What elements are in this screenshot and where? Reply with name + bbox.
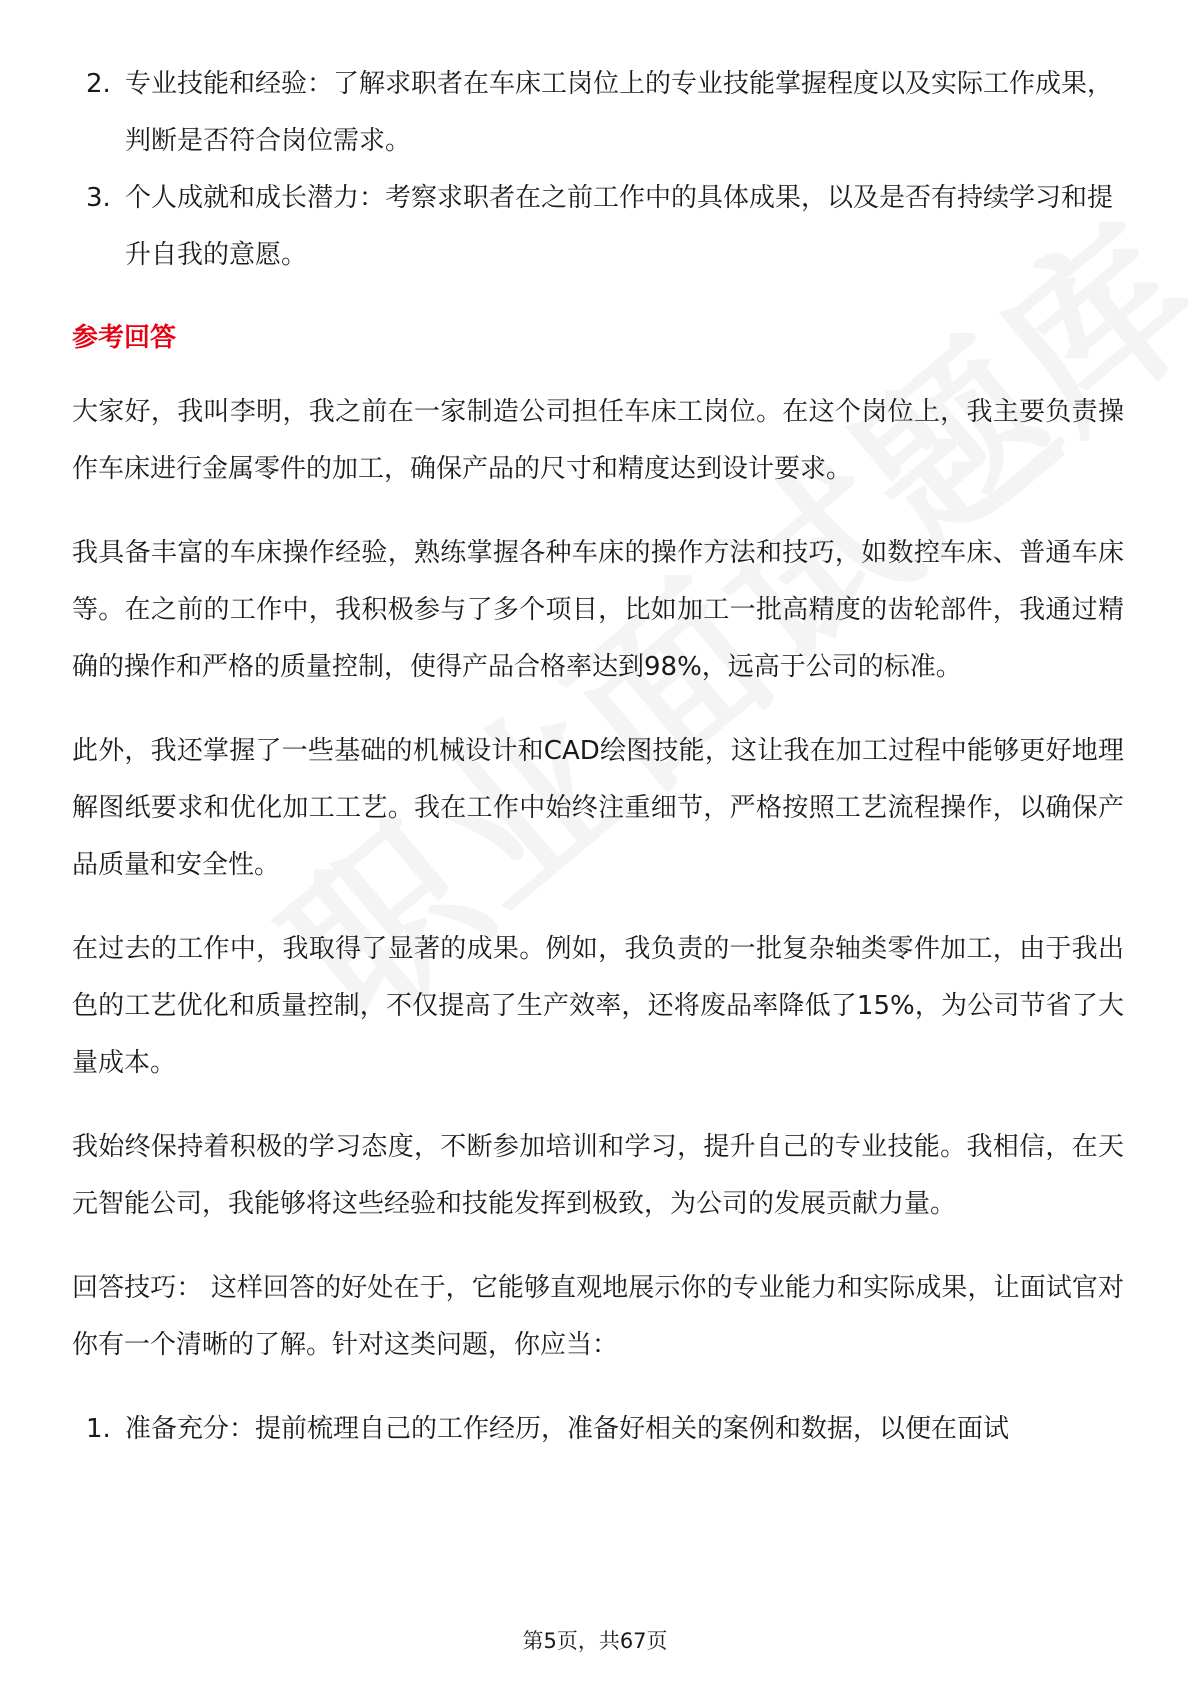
list-number: 2. — [86, 69, 111, 99]
answer-paragraph: 在过去的工作中，我取得了显著的成果。例如，我负责的一批复杂轴类零件加工，由于我出色的工艺优化和质量控制，不仅提高了生产效率，还将废品率降低了15%，为公司节省了大量成本。 — [72, 934, 1124, 1078]
answer-paragraph: 大家好，我叫李明，我之前在一家制造公司担任车床工岗位。在这个岗位上，我主要负责操作车床进行金属零件的加工，确保产品的尺寸和精度达到设计要求。 — [72, 397, 1124, 484]
list-number: 1. — [86, 1414, 111, 1444]
tips-paragraph: 回答技巧： 这样回答的好处在于，它能够直观地展示你的专业能力和实际成果，让面试官对你有一个清晰的了解。针对这类问题，你应当： — [72, 1273, 1124, 1360]
tips-list — [72, 1401, 1124, 1458]
list-text: 专业技能和经验：了解求职者在车床工岗位上的专业技能掌握程度以及实际工作成果，判断是否符合岗位需求。 — [125, 69, 1114, 156]
page-content — [72, 56, 1124, 1458]
criteria-list — [72, 56, 1124, 284]
list-item — [72, 1401, 1124, 1458]
answer-paragraph: 我具备丰富的车床操作经验，熟练掌握各种车床的操作方法和技巧，如数控车床、普通车床等。在之前的工作中，我积极参与了多个项目，比如加工一批高精度的齿轮部件，我通过精确的操作和严格的质量控制，使得产品合格率达到98%，远高于公司的标准。 — [72, 538, 1124, 682]
page-footer: 第5页，共67页 — [522, 1629, 668, 1653]
list-item — [72, 56, 1124, 170]
answer-paragraph: 我始终保持着积极的学习态度，不断参加培训和学习，提升自己的专业技能。我相信，在天元智能公司，我能够将这些经验和技能发挥到极致，为公司的发展贡献力量。 — [72, 1132, 1124, 1219]
list-text: 个人成就和成长潜力：考察求职者在之前工作中的具体成果，以及是否有持续学习和提升自我的意愿。 — [125, 183, 1114, 270]
list-item — [72, 170, 1124, 284]
list-text: 准备充分：提前梳理自己的工作经历，准备好相关的案例和数据，以便在面试 — [125, 1414, 1010, 1444]
answer-paragraph: 此外，我还掌握了一些基础的机械设计和CAD绘图技能，这让我在加工过程中能够更好地理解图纸要求和优化加工工艺。我在工作中始终注重细节，严格按照工艺流程操作，以确保产品质量和安全性。 — [72, 736, 1124, 880]
list-number: 3. — [86, 183, 111, 213]
section-heading: 参考回答 — [72, 323, 177, 353]
